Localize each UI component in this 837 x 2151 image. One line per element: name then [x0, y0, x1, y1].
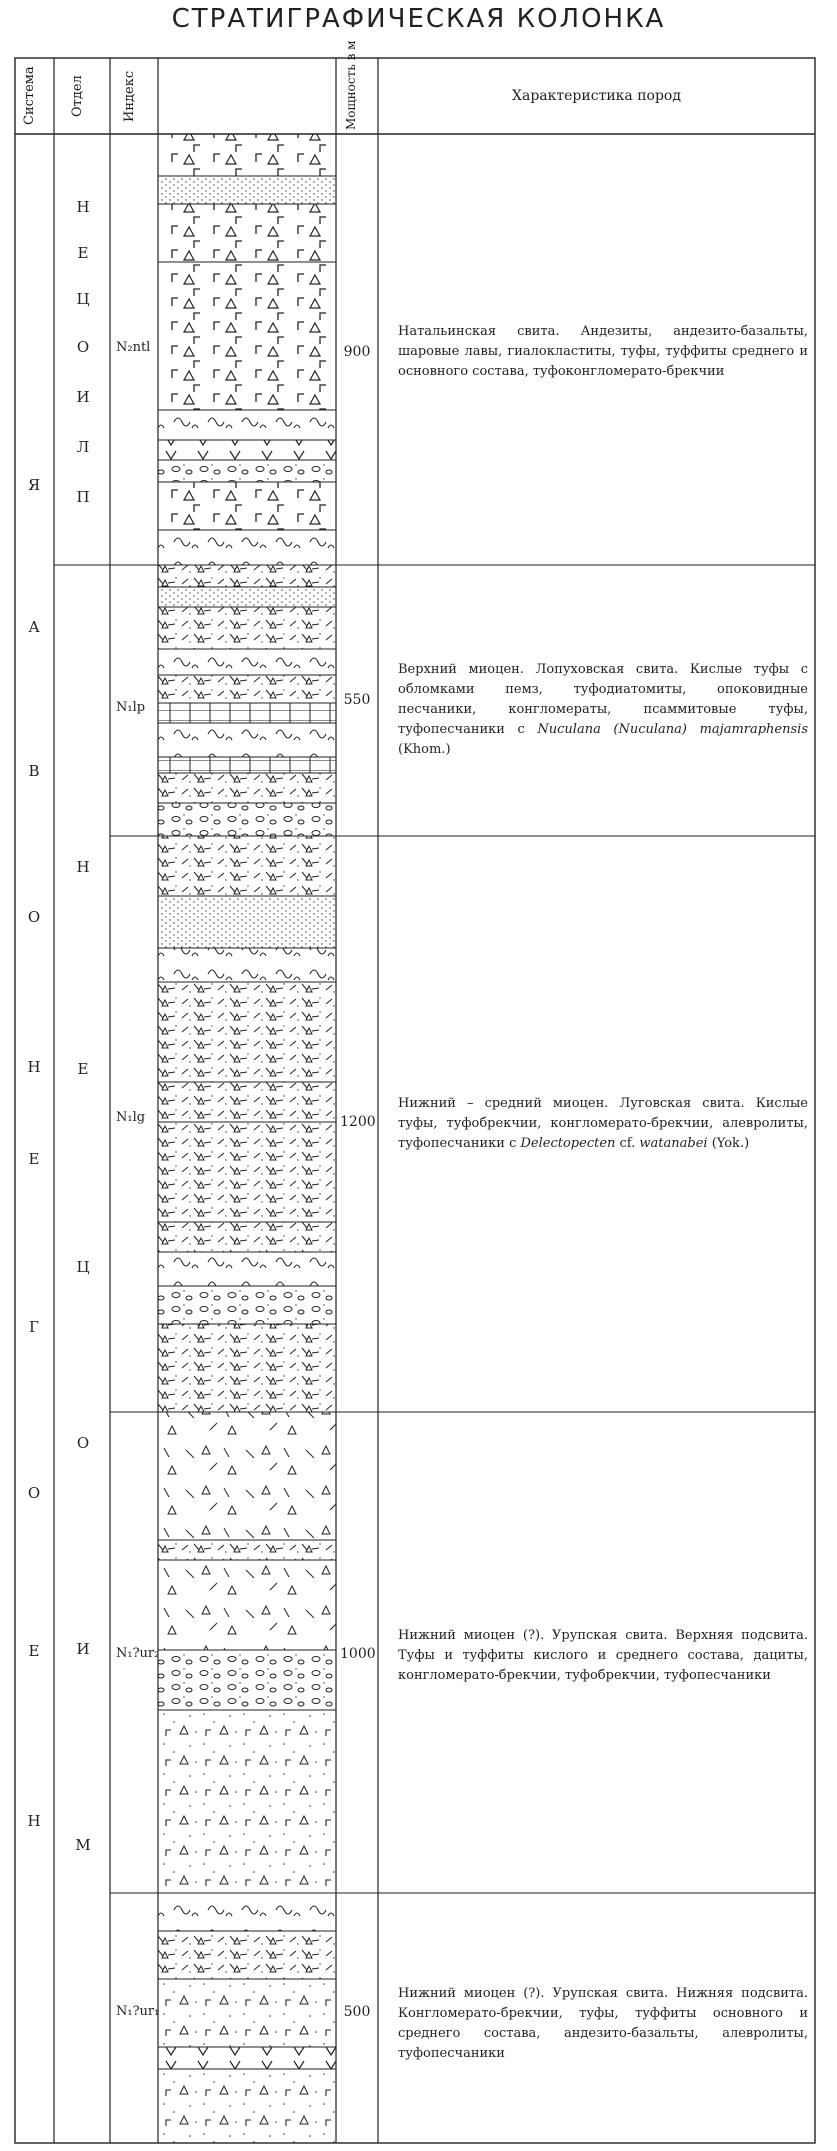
division-letter: П	[76, 488, 90, 506]
system-letter: Я	[27, 476, 41, 494]
header-description: Характеристика пород	[512, 88, 681, 104]
division-letter: И	[76, 388, 90, 406]
unit-description: Натальинская свита. Андезиты, андезито-базальты, шаровые лавы, гиалокластиты, туфы, туффиты среднего и основного состава, туфоконгломерато-брекчии	[398, 324, 808, 379]
unit-description: Нижний миоцен (?). Урупская свита. Верхняя подсвита. Туфы и туффиты кислого и среднего состава, дациты, конгломерато-брекчии, туфобрекчии, туфопесчаники	[398, 1628, 808, 1683]
unit-thickness: 900	[343, 344, 371, 360]
unit-description: Нижний миоцен (?). Урупская свита. Нижняя подсвита. Конгломерато-брекчии, туфы, туффиты основного и среднего состава, андезито-базальты, алевролиты, туфопесчаники	[398, 1986, 808, 2061]
division-letter: Е	[77, 1060, 89, 1078]
unit-thickness: 1000	[340, 1646, 376, 1662]
system-letter: А	[28, 618, 40, 636]
division-letter: О	[76, 338, 90, 356]
header-thickness: Мощность в м	[344, 40, 358, 130]
division-letter: И	[76, 1640, 90, 1658]
division-letter: Ц	[76, 1258, 90, 1276]
header-index: Индекс	[122, 70, 137, 122]
division-letter: Н	[76, 858, 90, 876]
system-letter: Е	[28, 1642, 40, 1660]
page-title: СТРАТИГРАФИЧЕСКАЯ КОЛОНКА	[171, 4, 666, 34]
unit-description: Верхний миоцен. Лопуховская свита. Кислые туфы с обломками пемз, туфодиатомиты, опоковидные песчаники, конгломераты, псаммитовые туфы, туфопесчаники с Nuculana (Nuculana) majamraphensis (Khom.)	[398, 662, 808, 757]
division-letter: Л	[76, 438, 90, 456]
division-letter: О	[76, 1434, 90, 1452]
system-letter: О	[27, 908, 41, 926]
division-letter: Ц	[76, 290, 90, 308]
lithology-column	[158, 134, 336, 2143]
system-letter: Н	[27, 1058, 41, 1076]
system-letter: О	[27, 1484, 41, 1502]
unit-index: N₁?ur₂	[116, 1646, 160, 1661]
unit-thickness: 500	[343, 2004, 371, 2020]
unit-thickness: 550	[343, 692, 371, 708]
system-letter: Н	[27, 1812, 41, 1830]
header-division: Отдел	[70, 75, 85, 117]
system-letter: Г	[29, 1318, 39, 1336]
system-letter: Е	[28, 1150, 40, 1168]
header-system: Система	[22, 66, 37, 126]
unit-description: Нижний – средний миоцен. Луговская свита. Кислые туфы, туфобрекчии, конгломерато-брекчии, алевролиты, туфопесчаники с Delectopecten cf. watanabei (Yok.)	[398, 1096, 808, 1151]
unit-index: N₁lg	[116, 1110, 146, 1125]
division-letter: Н	[76, 198, 90, 216]
division-letter: Е	[77, 244, 89, 262]
unit-thickness: 1200	[340, 1114, 376, 1130]
unit-index: N₁?ur₁	[116, 2004, 160, 2019]
system-letter: В	[28, 762, 40, 780]
unit-index: N₁lp	[116, 700, 146, 715]
unit-index: N₂ntl	[116, 340, 151, 355]
division-letter: М	[75, 1836, 91, 1854]
